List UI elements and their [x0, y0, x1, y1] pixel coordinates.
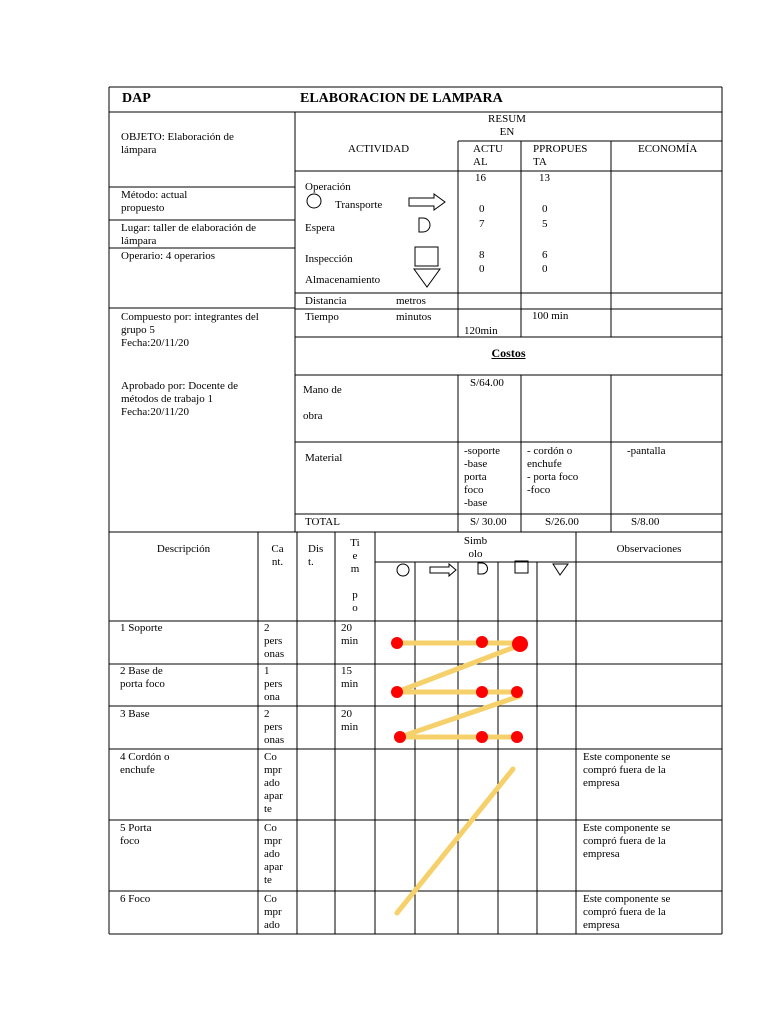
mano-obra-label: Mano de obra	[303, 384, 342, 422]
propuesta-almacenamiento: 0	[542, 263, 548, 275]
row-2-time: 15 min	[341, 665, 359, 690]
total-actual: S/ 30.00	[470, 516, 507, 528]
objeto-text: OBJETO: Elaboración de lámpara	[121, 131, 234, 156]
flow-marker	[476, 686, 488, 698]
row-1-time: 20 min	[341, 622, 359, 647]
col-simbolo: Simb olo	[463, 535, 488, 560]
row-5-cant: Co mpr ado apar te	[264, 822, 283, 886]
document-code: DAP	[122, 91, 151, 106]
row-5-obs: Este componente se compró fuera de la empresa	[583, 822, 671, 860]
actual-inspeccion: 8	[479, 249, 485, 261]
activity-transporte: Transporte	[335, 199, 383, 211]
activity-operacion: Operación	[305, 181, 351, 193]
total-economia: S/8.00	[631, 516, 660, 528]
propuesta-espera: 5	[542, 218, 548, 230]
aprobado-text: Aprobado por: Docente de métodos de trabajo 1 Fecha:20/11/20	[121, 380, 238, 418]
row-2-cant: 1 pers ona	[264, 665, 283, 703]
costs-title: Costos	[491, 346, 526, 360]
row-4-cant: Co mpr ado apar te	[264, 751, 283, 815]
mano-obra-actual: S/64.00	[470, 377, 504, 389]
document-title: ELABORACION DE LAMPARA	[300, 91, 503, 106]
propuesta-operacion: 13	[539, 172, 550, 184]
tiempo-actual: 120min	[464, 325, 498, 337]
actual-almacenamiento: 0	[479, 263, 485, 275]
flow-marker	[511, 731, 523, 743]
row-6-obs: Este componente se compró fuera de la empresa	[583, 893, 671, 931]
flow-marker	[511, 686, 523, 698]
row-1-cant: 2 pers onas	[264, 622, 285, 660]
activity-inspeccion: Inspección	[305, 253, 353, 265]
total-label: TOTAL	[305, 516, 340, 528]
flow-marker	[476, 636, 488, 648]
actual-operacion: 16	[475, 172, 486, 184]
row-1-desc: 1 Soporte	[120, 622, 163, 634]
actual-transporte: 0	[479, 203, 485, 215]
tiempo-unit: minutos	[396, 311, 432, 323]
distancia-label: Distancia	[305, 295, 347, 307]
col-actividad: ACTIVIDAD	[348, 143, 410, 155]
flow-marker	[391, 637, 403, 649]
flow-line	[400, 696, 520, 737]
col-dist: Dis t.	[308, 543, 324, 568]
material-label: Material	[305, 452, 343, 464]
material-economia: -pantalla	[627, 445, 666, 457]
row-4-obs: Este componente se compró fuera de la empresa	[583, 751, 671, 789]
row-3-cant: 2 pers onas	[264, 708, 285, 746]
flow-marker	[512, 636, 528, 652]
material-actual: -soporte -base porta foco -base	[464, 445, 501, 509]
col-descripcion: Descripción	[156, 543, 211, 555]
flow-marker	[391, 686, 403, 698]
row-3-desc: 3 Base	[120, 708, 150, 720]
total-propuesta: S/26.00	[545, 516, 579, 528]
col-tiempo: Ti e m p o	[350, 537, 360, 614]
propuesta-inspeccion: 6	[542, 249, 548, 261]
flow-line	[397, 769, 513, 913]
row-4-desc: 4 Cordón o enchufe	[120, 751, 170, 776]
col-cant: Ca nt.	[271, 543, 284, 568]
operario-text: Operario: 4 operarios	[121, 250, 216, 262]
row-6-cant: Co mpr ado	[264, 893, 282, 931]
activity-almacenamiento: Almacenamiento	[305, 274, 381, 286]
tiempo-label: Tiempo	[305, 311, 339, 323]
flow-line	[397, 645, 520, 692]
actual-espera: 7	[479, 218, 485, 230]
activity-espera: Espera	[305, 222, 335, 234]
propuesta-transporte: 0	[542, 203, 548, 215]
row-3-time: 20 min	[341, 708, 359, 733]
material-propuesta: - cordón o enchufe - porta foco -foco	[527, 445, 579, 496]
summary-title: RESUM EN	[488, 113, 526, 138]
distancia-unit: metros	[396, 295, 426, 307]
row-6-desc: 6 Foco	[120, 893, 151, 905]
row-2-desc: 2 Base de porta foco	[120, 665, 165, 690]
flow-marker	[394, 731, 406, 743]
tiempo-propuesta: 100 min	[532, 310, 569, 322]
col-observaciones: Observaciones	[616, 543, 682, 555]
col-actual: ACTU AL	[473, 143, 503, 168]
row-5-desc: 5 Porta foco	[120, 822, 152, 847]
col-propuesta: PPROPUES TA	[533, 143, 588, 168]
lugar-text: Lugar: taller de elaboración de lámpara	[121, 222, 256, 247]
col-economia: ECONOMÍA	[638, 143, 698, 155]
flow-marker	[476, 731, 488, 743]
compuesto-text: Compuesto por: integrantes del grupo 5 Fecha:20/11/20	[121, 311, 259, 349]
metodo-text: Método: actual propuesto	[121, 189, 188, 214]
